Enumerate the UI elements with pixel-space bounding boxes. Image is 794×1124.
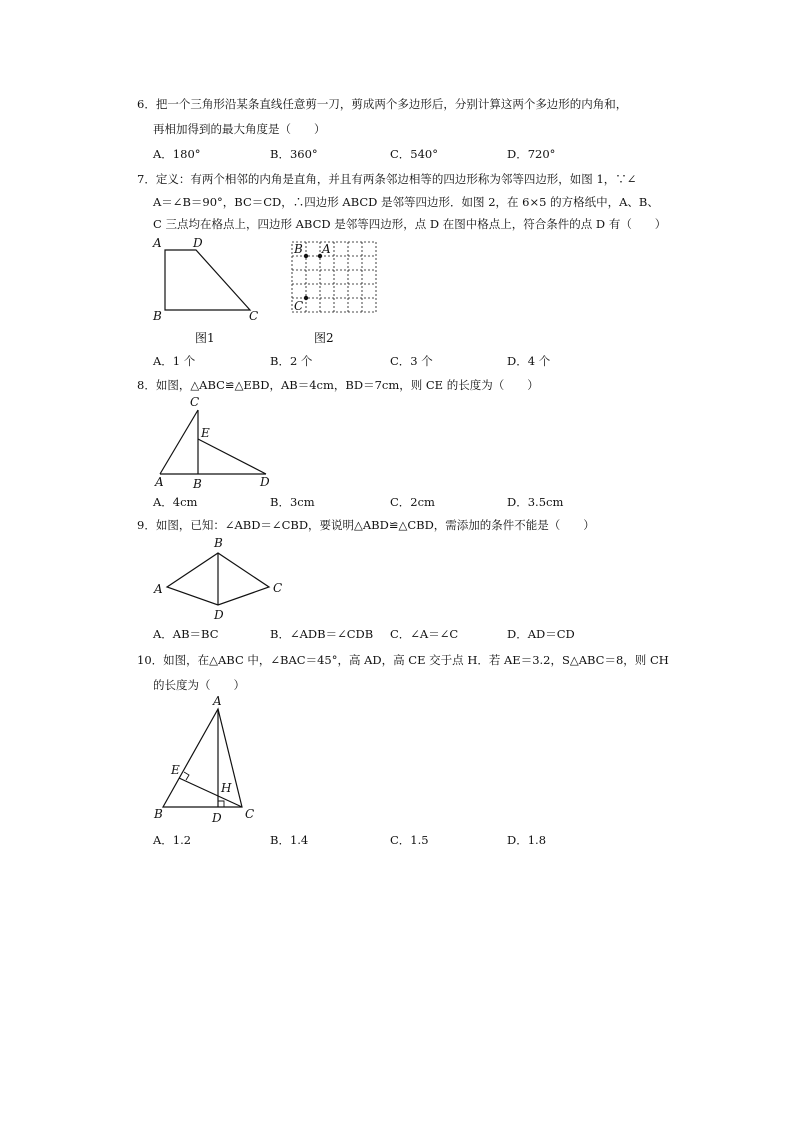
q6-option-c[interactable]: C．540° xyxy=(390,147,438,161)
q8-label-e: E xyxy=(201,426,210,440)
q8-option-a[interactable]: A．4cm xyxy=(153,495,198,509)
q8-option-c[interactable]: C．2cm xyxy=(390,495,435,509)
q7-option-d[interactable]: D．4 个 xyxy=(507,354,551,368)
q7-fig1-caption: 图1 xyxy=(195,331,215,345)
q8-figure xyxy=(145,392,285,492)
q8-label-b: B xyxy=(193,477,202,491)
q9-option-b[interactable]: B．∠ADB＝∠CDB xyxy=(270,627,374,641)
q7-fig2-label-a: A xyxy=(322,242,331,256)
q7-text-line3: C 三点均在格点上，四边形 ABCD 是邻等四边形，点 D 在图中格点上，符合条件的点 D 有（ ） xyxy=(153,217,667,231)
q7-fig2-label-b: B xyxy=(294,242,303,256)
q10-option-a[interactable]: A．1.2 xyxy=(153,833,192,847)
q10-label-d: D xyxy=(212,811,222,825)
q6-option-a[interactable]: A．180° xyxy=(153,147,201,161)
q8-text-line1: 8．如图，△ABC≌△EBD，AB＝4cm，BD＝7cm，则 CE 的长度为（ ） xyxy=(137,378,539,392)
q10-label-b: B xyxy=(154,807,163,821)
q9-text-line1: 9．如图，已知：∠ABD＝∠CBD，要说明△ABD≌△CBD，需添加的条件不能是（ ） xyxy=(137,518,595,532)
q10-label-c: C xyxy=(245,807,255,821)
q9-label-b: B xyxy=(214,536,223,550)
q7-option-b[interactable]: B．2 个 xyxy=(270,354,313,368)
q10-figure xyxy=(145,694,275,828)
q10-label-h: H xyxy=(221,781,232,795)
q9-label-d: D xyxy=(214,608,224,622)
q10-label-a: A xyxy=(213,694,222,708)
q9-option-d[interactable]: D．AD＝CD xyxy=(507,627,575,641)
q7-text-line2: A＝∠B＝90°，BC＝CD，∴四边形 ABCD 是邻等四边形．如图 2，在 6×5 的方格纸中，A、B、 xyxy=(153,195,659,209)
q7-fig1-label-d: D xyxy=(193,236,203,250)
q8-label-c: C xyxy=(190,395,200,409)
q6-option-d[interactable]: D．720° xyxy=(507,147,556,161)
q6-option-b[interactable]: B．360° xyxy=(270,147,318,161)
q7-fig2-caption: 图2 xyxy=(314,331,334,345)
q9-figure xyxy=(145,533,295,623)
q7-fig1-label-c: C xyxy=(249,309,259,323)
q6-text-line1: 6．把一个三角形沿某条直线任意剪一刀，剪成两个多边形后，分别计算这两个多边形的内角和， xyxy=(137,97,628,111)
q10-label-e: E xyxy=(171,763,180,777)
q7-figure-1 xyxy=(145,232,275,352)
q10-text-line2: 的长度为（ ） xyxy=(153,678,245,692)
q9-label-c: C xyxy=(273,581,283,595)
q9-option-c[interactable]: C．∠A＝∠C xyxy=(390,627,459,641)
q8-label-d: D xyxy=(260,475,270,489)
q10-text-line1: 10．如图，在△ABC 中，∠BAC＝45°，高 AD，高 CE 交于点 H．若 AE＝3.2，S△ABC＝8，则 CH xyxy=(137,653,669,667)
q10-option-c[interactable]: C．1.5 xyxy=(390,833,429,847)
q7-option-c[interactable]: C．3 个 xyxy=(390,354,433,368)
q9-label-a: A xyxy=(154,582,163,596)
q6-text-line2: 再相加得到的最大角度是（ ） xyxy=(153,122,326,136)
q8-option-d[interactable]: D．3.5cm xyxy=(507,495,564,509)
q7-fig1-label-a: A xyxy=(153,236,162,250)
q7-fig2-label-c: C xyxy=(294,299,304,313)
q10-option-b[interactable]: B．1.4 xyxy=(270,833,309,847)
q7-figure-2 xyxy=(282,232,392,352)
q7-text-line1: 7．定义：有两个相邻的内角是直角，并且有两条邻边相等的四边形称为邻等四边形，如图 1，∵∠ xyxy=(137,172,637,186)
q8-option-b[interactable]: B．3cm xyxy=(270,495,315,509)
q7-fig1-label-b: B xyxy=(153,309,162,323)
q10-option-d[interactable]: D．1.8 xyxy=(507,833,547,847)
q8-label-a: A xyxy=(155,475,164,489)
q7-option-a[interactable]: A．1 个 xyxy=(153,354,196,368)
q9-option-a[interactable]: A．AB＝BC xyxy=(153,627,219,641)
